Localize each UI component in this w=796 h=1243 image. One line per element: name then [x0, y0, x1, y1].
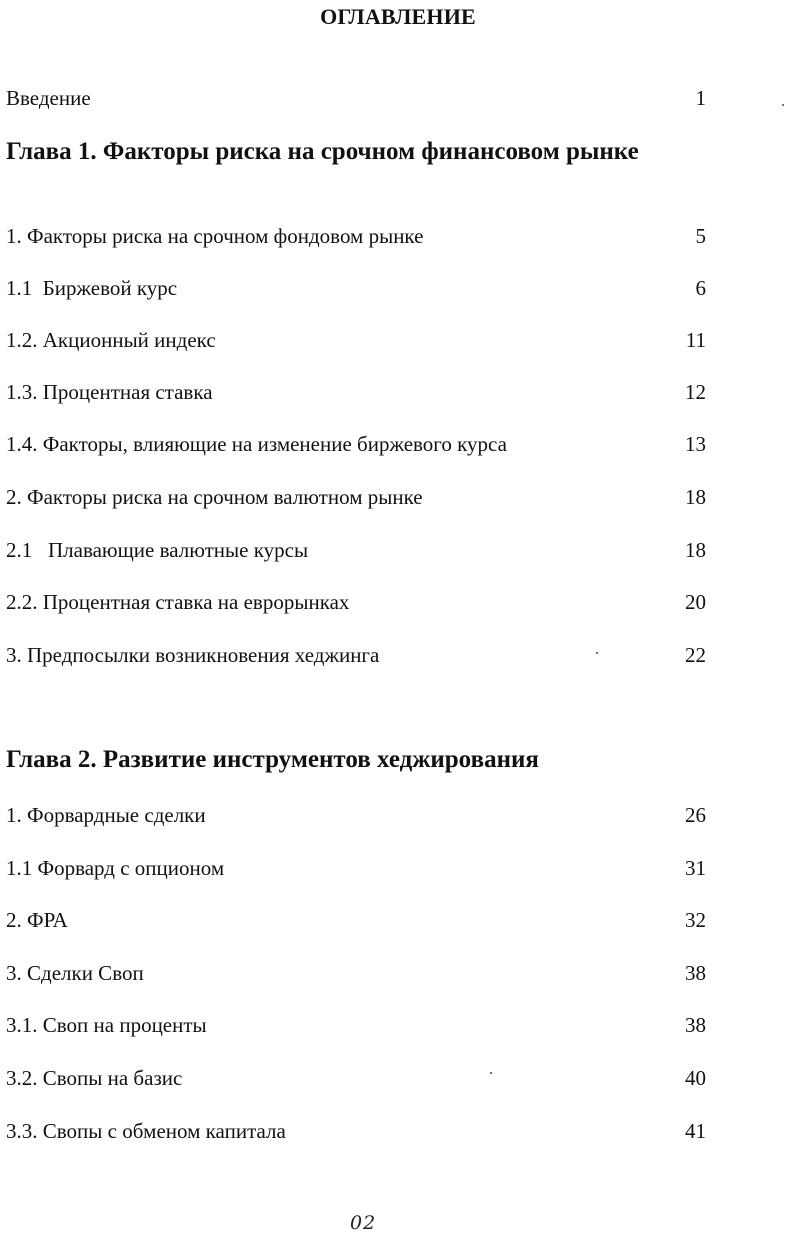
toc-entry-label: Введение — [6, 86, 91, 110]
toc-entry-label: 1.1 Биржевой курс — [6, 276, 178, 300]
toc-entry-page: 41 — [685, 1119, 706, 1143]
toc-entry-page: 32 — [685, 908, 706, 932]
scan-speck — [490, 1072, 492, 1074]
toc-entry-label: 3.2. Свопы на базис — [6, 1066, 183, 1090]
toc-entry-page: 26 — [685, 803, 706, 827]
toc-entry-page: 38 — [685, 961, 706, 985]
chapter-1-heading: Глава 1. Факторы риска на срочном финансовом рынке — [6, 138, 639, 165]
toc-entry-page: 22 — [685, 643, 706, 667]
toc-entry-page: 31 — [685, 856, 706, 880]
toc-entry-page: 38 — [685, 1013, 706, 1037]
toc-entry-page: 6 — [695, 276, 706, 300]
toc-entry-label: 3.3. Свопы с обменом капитала — [6, 1119, 286, 1143]
toc-entry-label: 3.1. Своп на проценты — [6, 1013, 207, 1037]
toc-entry-label: 1. Факторы риска на срочном фондовом рынке — [6, 224, 424, 248]
toc-entry-page: 12 — [685, 380, 706, 404]
scan-speck — [596, 652, 598, 654]
toc-entry-page: 40 — [685, 1066, 706, 1090]
chapter-2-heading: Глава 2. Развитие инструментов хеджирования — [6, 746, 539, 773]
toc-entry-page: 20 — [685, 590, 706, 614]
toc-entry-label: 2. Факторы риска на срочном валютном рынке — [6, 485, 423, 509]
handwritten-page-mark: 02 — [350, 1212, 377, 1234]
toc-entry-page: 11 — [685, 328, 706, 352]
page-title: ОГЛАВЛЕНИЕ — [320, 4, 476, 29]
toc-entry-label: 2.2. Процентная ставка на еврорынках — [6, 590, 350, 614]
toc-entry-label: 1.4. Факторы, влияющие на изменение биржевого курса — [6, 432, 507, 456]
toc-entry-label: 3. Сделки Своп — [6, 961, 144, 985]
toc-entry-page: 18 — [685, 485, 706, 509]
toc-entry-page: 13 — [685, 432, 706, 456]
toc-entry-label: 1.1 Форвард с опционом — [6, 856, 225, 880]
toc-entry-label: 1.3. Процентная ставка — [6, 380, 213, 404]
toc-entry-label: 1. Форвардные сделки — [6, 803, 206, 827]
toc-entry-label: 1.2. Акционный индекс — [6, 328, 216, 352]
scan-speck — [782, 104, 784, 106]
toc-entry-page: 5 — [695, 224, 706, 248]
toc-entry-label: 2.1 Плавающие валютные курсы — [6, 538, 309, 562]
toc-entry-page: 18 — [685, 538, 706, 562]
toc-entry-page: 1 — [695, 86, 706, 110]
toc-entry-label: 2. ФРА — [6, 908, 68, 932]
toc-entry-label: 3. Предпосылки возникновения хеджинга — [6, 643, 380, 667]
